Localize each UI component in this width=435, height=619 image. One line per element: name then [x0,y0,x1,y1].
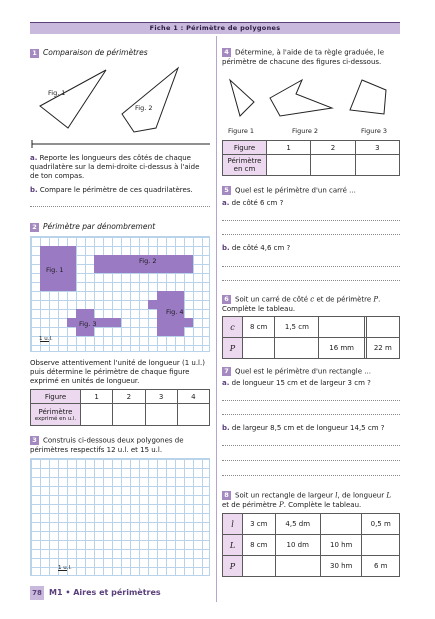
ex1-a-text: Reporte les longueurs des côtés de chaque quadrilatère sur la demi-droite ci-dessus à l'aide de ton compas. [30,154,200,180]
ex3-unit-label: 1 u.l. [58,565,72,571]
ex8-var-p: P [278,500,284,509]
ex6-cell: 16 mm [319,338,364,359]
ex7-text: Quel est le périmètre d'un rectangle ... [235,367,371,376]
ex4-instruction [222,48,400,67]
ex6-table [222,316,400,359]
ex3-text: Construis ci-dessous deux polygones de périmètres respectifs 12 u.l. et 15 u.l. [30,436,184,454]
ex8-cell: 8 cm [243,535,276,556]
ex7-a-answer-line[interactable] [222,400,400,401]
ex4-table-col-1: 1 [267,141,311,155]
ex1-heading [30,48,148,58]
ex2-table-col-2: 2 [113,390,145,404]
ex6-answer-cell[interactable] [243,338,275,359]
ex6-answer-cell[interactable] [319,317,364,338]
ex1-title: Comparaison de périmètres [43,48,148,57]
ex8-var-l: l [335,491,338,500]
ex8-cell: 4,5 dm [275,514,320,535]
ex8-row-l-header: l [223,514,243,535]
ex4-table-perimeter-header: Périmètre en cm [223,155,267,176]
ex8-text-mid1: , de longueur [337,491,385,500]
ex4-fig2-label: Figure 2 [292,127,319,135]
ex8-instruction [222,491,400,510]
ex8-cell: 3 cm [243,514,276,535]
chapter-title: M1 • Aires et périmètres [49,588,161,597]
ex7-b-answer-line[interactable] [222,460,400,461]
ex1-figures [30,62,210,152]
ex6-instruction [222,295,400,314]
ex3-number: 3 [30,436,39,445]
ex8-cell: 0,5 m [362,514,400,535]
ex8-text-post: . Complète le tableau. [283,500,362,509]
ex8-answer-cell[interactable] [243,556,276,577]
ex5-question-a [222,199,283,208]
ex4-fig3-label: Figure 3 [361,127,388,135]
column-divider [216,36,217,602]
ex2-fig1-label: Fig. 1 [46,266,64,274]
ex6-cell: 22 m [366,338,399,359]
ex5-question-b [222,244,290,253]
ex2-fig4-shape-c [184,318,193,327]
ex5-a-text: de côté 6 cm ? [231,199,284,207]
ex4-figure-3 [350,80,386,114]
ex4-figures [222,72,400,124]
ex1-b-text: Compare le périmètre de ces quadrilatères. [39,186,193,194]
ex5-b-text: de côté 4,6 cm ? [231,244,291,252]
ex8-answer-cell[interactable] [275,556,320,577]
ex2-heading [30,222,155,232]
ex1-number: 1 [30,49,39,58]
ex8-number: 8 [222,491,231,500]
ex2-table-figure-header: Figure [31,390,81,404]
ex2-table-col-4: 4 [177,390,209,404]
ex6-answer-cell[interactable] [366,317,399,338]
ex1-b-label: b. [30,186,38,194]
ex1-quadrilateral-1 [40,70,106,128]
ex7-question-a [222,379,371,388]
ex1-fig1-label: Fig. 1 [48,89,66,97]
ex6-cell: 1,5 cm [275,317,319,338]
ex4-table-col-3: 3 [355,141,399,155]
ex6-var-p: P [373,295,379,304]
ex5-number: 5 [222,186,231,195]
ex8-text-pre: Soit un rectangle de largeur [235,491,334,500]
ex5-instruction [222,186,400,196]
ex2-table-perimeter-sub: exprimé en u.l. [34,415,77,422]
ex2-fig3-label: Fig. 3 [79,320,97,328]
ex8-answer-cell[interactable] [320,514,361,535]
ex4-answer-cell[interactable] [267,155,311,176]
ex4-table-figure-header: Figure [223,141,267,155]
ex7-number: 7 [222,367,231,376]
ex6-text-post: . Complète le tableau. [222,295,381,313]
ex4-answer-cell[interactable] [311,155,355,176]
ex5-a-answer-line[interactable] [222,220,400,221]
ex2-number: 2 [30,223,39,232]
ex8-answer-cell[interactable] [362,535,400,556]
ex7-b-text: de largeur 8,5 cm et de longueur 14,5 cm ? [231,424,385,432]
ex1-quadrilateral-2 [122,68,178,132]
ex8-row-p-header: P [223,556,243,577]
ex4-table [222,140,400,176]
ex2-fig4-label: Fig. 4 [166,308,184,316]
ex7-b-answer-line[interactable] [222,475,400,476]
ex5-a-answer-line[interactable] [222,234,400,235]
ex2-answer-cell[interactable] [177,404,209,426]
ex2-answer-cell[interactable] [81,404,113,426]
ex5-b-answer-line[interactable] [222,280,400,281]
ex6-text-pre: Soit un carré de côté [235,295,309,304]
ex3-drawing-grid[interactable] [30,458,210,576]
ex4-text: Détermine, à l'aide de ta règle graduée, le périmètre de chacune des figures ci-dessous. [222,48,385,66]
ex6-row-c-header: c [223,317,243,338]
ex4-answer-cell[interactable] [355,155,399,176]
ex8-cell: 10 hm [320,535,361,556]
ex8-row-L-header: L [223,535,243,556]
ex5-text: Quel est le périmètre d'un carré ... [235,186,356,195]
ex7-a-label: a. [222,379,230,387]
ex4-table-col-2: 2 [311,141,355,155]
ex1-answer-line[interactable] [30,206,210,207]
ex8-text-mid2: et de périmètre [222,500,277,509]
ex7-instruction [222,367,400,377]
ex1-question-a [30,154,210,181]
ex6-answer-cell[interactable] [275,338,319,359]
ex2-table-perimeter-header [31,404,81,426]
ex7-b-answer-line[interactable] [222,445,400,446]
ex8-cell: 30 hm [320,556,361,577]
page-number: 78 [30,586,44,600]
ex8-table [222,513,400,577]
ex2-answer-cell[interactable] [113,404,145,426]
ex8-cell: 10 dm [275,535,320,556]
ex6-row-p-header: P [223,338,243,359]
ex2-grid [30,236,210,352]
ex8-cell: 6 m [362,556,400,577]
ex6-number: 6 [222,295,231,304]
ex1-question-b [30,186,210,195]
ex2-table [30,389,210,426]
ex4-figure-1 [230,80,254,116]
ex2-title: Périmètre par dénombrement [43,222,156,231]
ex7-a-text: de longueur 15 cm et de largeur 3 cm ? [231,379,371,387]
ex2-table-perimeter-main: Périmètre [38,407,73,416]
ex2-unit-label: 1 u.l. [39,336,53,342]
ex7-a-answer-line[interactable] [222,414,400,415]
ex7-question-b [222,424,384,433]
ex8-var-L: L [386,491,392,500]
ex2-fig2-label: Fig. 2 [139,257,157,265]
ex2-table-col-1: 1 [81,390,113,404]
ex2-instruction: Observe attentivement l'unité de longueur (1 u.l.) puis détermine le périmètre de chaque figure exprimé en unités de longueur. [30,359,205,385]
ex5-b-label: b. [222,244,230,252]
ex5-a-label: a. [222,199,230,207]
ex2-fig4-shape-b [148,300,157,309]
ex6-var-c: c [310,295,315,304]
page-title: Fiche 1 : Périmètre de polygones [149,24,281,32]
ex1-fig2-label: Fig. 2 [135,104,153,112]
ex1-a-label: a. [30,154,38,162]
ex7-b-label: b. [222,424,230,432]
ex2-table-col-3: 3 [145,390,177,404]
page-header [30,22,400,34]
ex3-instruction [30,436,210,455]
ex6-text-mid: et de périmètre [316,295,372,304]
ex2-answer-cell[interactable] [145,404,177,426]
ex4-number: 4 [222,48,231,57]
ex4-fig1-label: Figure 1 [228,127,255,135]
ex6-cell: 8 cm [243,317,275,338]
ex5-b-answer-line[interactable] [222,266,400,267]
ex4-figure-2 [270,80,332,116]
